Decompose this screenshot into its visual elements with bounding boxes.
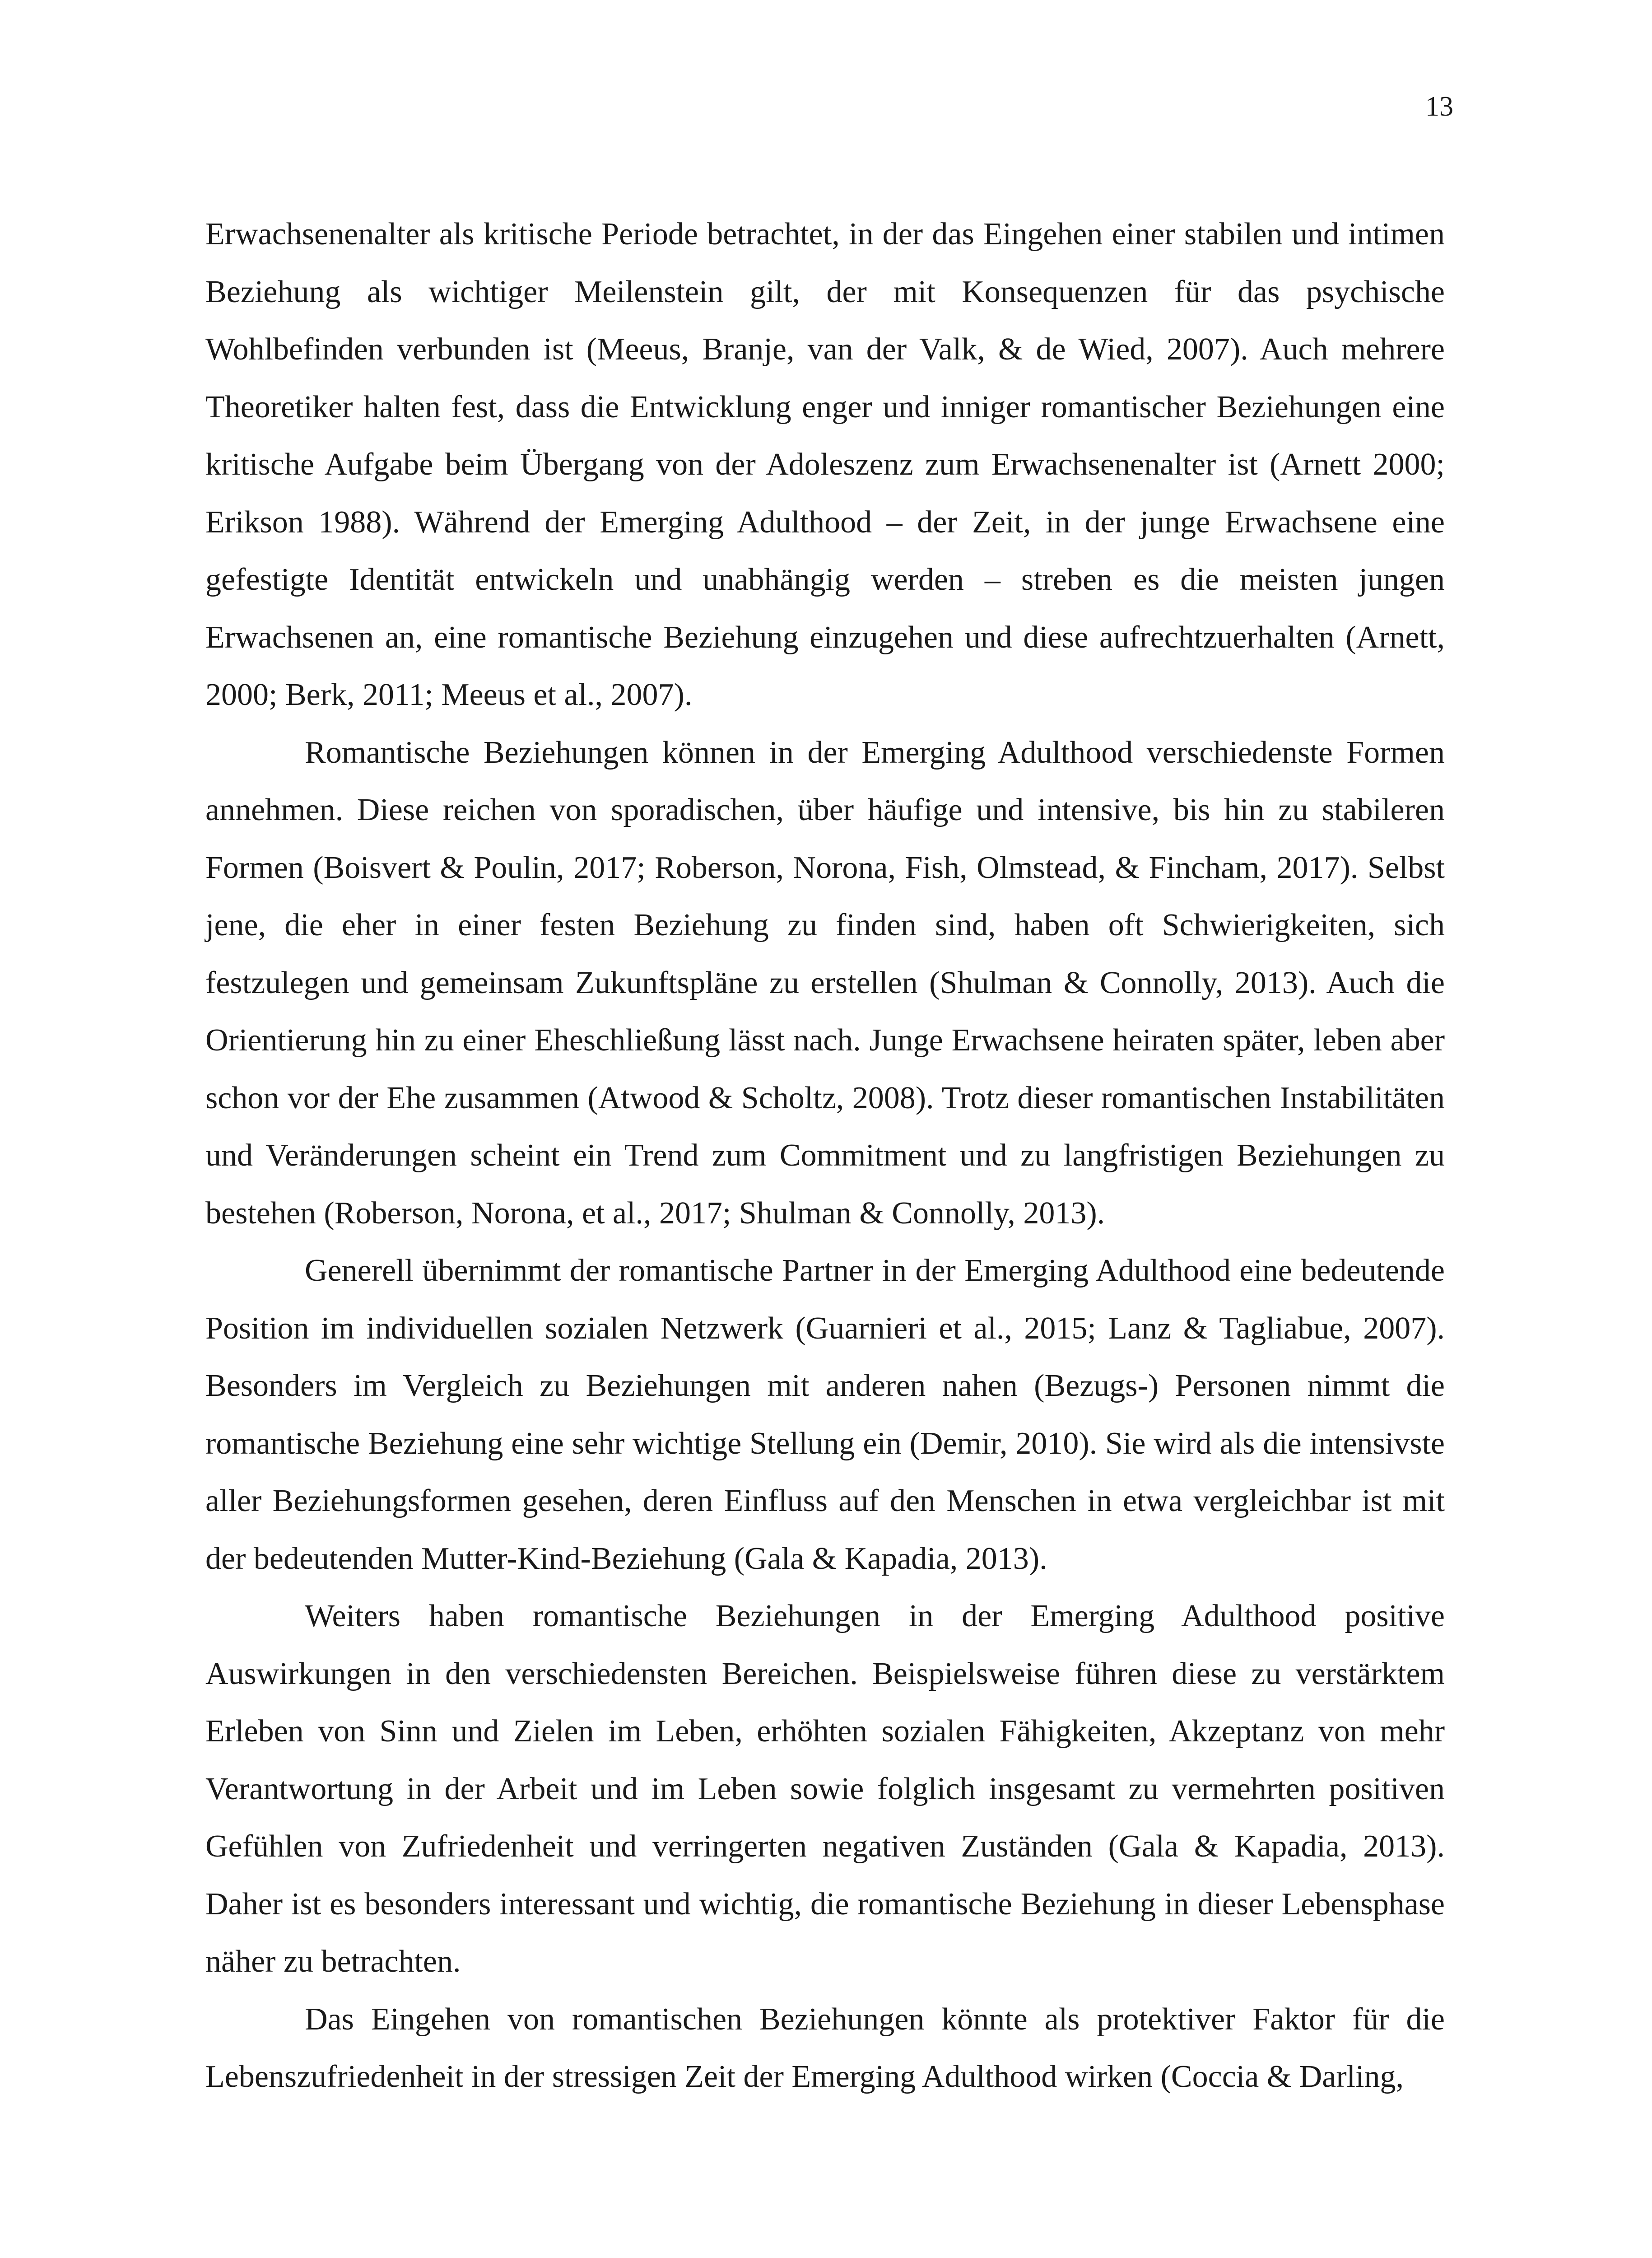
document-body	[205, 205, 1445, 2106]
paragraph-romantic-forms: Romantische Beziehungen können in der Emerging Adulthood verschiedenste Formen annehmen. Diese reichen von sporadischen, über häufige und intensive, bis hin zu stabileren Formen (Boisvert & Poulin, 2017; Roberson, Norona, Fish, Olmstead, & Fincham, 2017). Selbst jene, die eher in einer festen Beziehung zu finden sind, haben oft Schwierigkeiten, sich festzulegen und gemeinsam Zukunftspläne zu erstellen (Shulman & Connolly, 2013). Auch die Orientierung hin zu einer Eheschließung lässt nach. Junge Erwachsene heiraten später, leben aber schon vor der Ehe zusammen (Atwood & Scholtz, 2008). Trotz dieser romantischen Instabilitäten und Veränderungen scheint ein Trend zum Commitment und zu langfristigen Beziehungen zu bestehen (Roberson, Norona, et al., 2017; Shulman & Connolly, 2013).	[205, 735, 1445, 1231]
paragraph-continued: Erwachsenenalter als kritische Periode betrachtet, in der das Eingehen einer stabilen und intimen Beziehung als wichtiger Meilenstein gilt, der mit Konsequenzen für das psychische Wohlbefinden verbunden ist (Meeus, Branje, van der Valk, & de Wied, 2007). Auch mehrere Theoretiker halten fest, dass die Entwicklung enger und inniger romantischer Beziehungen eine kritische Aufgabe beim Übergang von der Adoleszenz zum Erwachsenenalter ist (Arnett 2000; Erikson 1988). Während der Emerging Adulthood – der Zeit, in der junge Erwachsene eine gefestigte Identität entwickeln und unabhängig werden – streben es die meisten jungen Erwachsenen an, eine romantische Beziehung einzugehen und diese aufrechtzuerhalten (Arnett, 2000; Berk, 2011; Meeus et al., 2007).	[205, 217, 1445, 712]
paragraph-positive-effects: Weiters haben romantische Beziehungen in der Emerging Adulthood positive Auswirkungen in den verschiedensten Bereichen. Beispielsweise führen diese zu verstärktem Erleben von Sinn und Zielen im Leben, erhöhten sozialen Fähigkeiten, Akzeptanz von mehr Verantwortung in der Arbeit und im Leben sowie folglich insgesamt zu vermehrten positiven Gefühlen von Zufriedenheit und verringerten negativen Zuständen (Gala & Kapadia, 2013). Daher ist es besonders interessant und wichtig, die romantische Beziehung in dieser Lebensphase näher zu betrachten.	[205, 1599, 1445, 1979]
paragraph-partner-position: Generell übernimmt der romantische Partner in der Emerging Adulthood eine bedeutende Position im individuellen sozialen Netzwerk (Guarnieri et al., 2015; Lanz & Tagliabue, 2007). Besonders im Vergleich zu Beziehungen mit anderen nahen (Bezugs-) Personen nimmt die romantische Beziehung eine sehr wichtige Stellung ein (Demir, 2010). Sie wird als die intensivste aller Beziehungsformen gesehen, deren Einfluss auf den Menschen in etwa vergleichbar ist mit der bedeutenden Mutter-Kind-Beziehung (Gala & Kapadia, 2013).	[205, 1253, 1445, 1576]
paragraph-protective-factor: Das Eingehen von romantischen Beziehungen könnte als protektiver Faktor für die Lebenszufriedenheit in der stressigen Zeit der Emerging Adulthood wirken (Coccia & Darling,	[205, 2001, 1445, 2094]
page-number: 13	[1425, 91, 1453, 122]
